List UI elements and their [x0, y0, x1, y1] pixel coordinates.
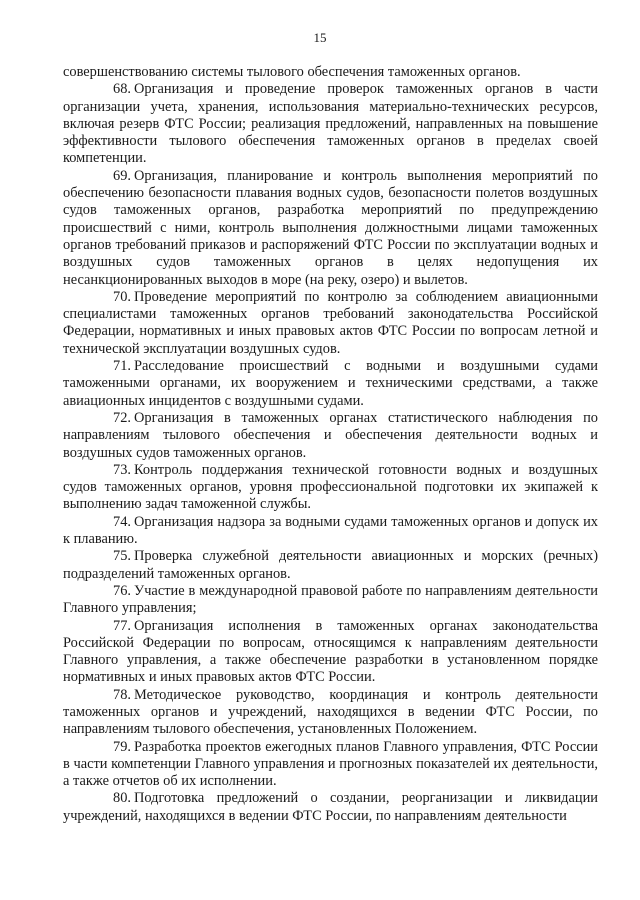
paragraph-number: 74. [113, 513, 131, 530]
paragraph-text: совершенствованию системы тылового обеспечения таможенных органов. [63, 64, 521, 80]
page-number: 15 [313, 30, 327, 45]
paragraph-75 [63, 548, 598, 583]
paragraph-text: Методическое руководство, координация и контроль деятельности таможенных органов и учреждений, находящихся в ведении ФТС России, по направлениям тылового обеспечения, установленных Положением. [63, 686, 598, 738]
paragraph-79 [63, 739, 598, 791]
paragraph-number: 79. [113, 738, 131, 755]
paragraph-text: Организация исполнения в таможенных органах законодательства Российской Федерации по вопросам, относящимся к направлениям деятельности Главного управления, а также обеспечение разработки в установленном порядке нормативных и иных правовых актов ФТС России. [63, 617, 598, 686]
paragraph-74 [63, 514, 598, 549]
paragraph-78 [63, 687, 598, 739]
paragraph-number: 68. [113, 81, 131, 98]
paragraph-73 [63, 462, 598, 514]
paragraph-number: 69. [113, 167, 131, 184]
paragraph-number: 72. [113, 409, 131, 426]
paragraph-number: 76. [113, 582, 131, 599]
paragraph-text: Разработка проектов ежегодных планов Главного управления, ФТС России в части компетенции Главного управления и прогнозных показателей их деятельности, а также отчетов об их исполнении. [63, 738, 598, 790]
paragraph-number: 70. [113, 288, 131, 305]
document-body [63, 64, 598, 825]
paragraph-text: Контроль поддержания технической готовности водных и воздушных судов таможенных органов, уровня профессиональной подготовки их экипажей к выполнению задач таможенной службы. [63, 461, 598, 513]
paragraph-number: 77. [113, 617, 131, 634]
paragraph-68 [63, 81, 598, 167]
paragraph-number: 73. [113, 461, 131, 478]
paragraph-text: Организация надзора за водными судами таможенных органов и допуск их к плаванию. [63, 513, 598, 548]
paragraph-text: Расследование происшествий с водными и воздушными судами таможенными органами, их вооружением и техническими средствами, а также авиационных инцидентов с воздушными судами. [63, 358, 598, 409]
paragraph-text: Организация и проведение проверок таможенных органов в части организации учета, хранения, использования материально-технических ресурсов, включая резерв ФТС России; реализация предложений, направленных на повышение эффективности тылового обеспечения таможенных органов в пределах своей компетенции. [63, 81, 598, 167]
paragraph-number: 71. [113, 358, 131, 375]
paragraph-text: Проверка служебной деятельности авиационных и морских (речных) подразделений таможенных органов. [63, 548, 598, 582]
paragraph-70 [63, 289, 598, 358]
paragraph-71 [63, 358, 598, 410]
paragraph-text: Организация в таможенных органах статистического наблюдения по направлениям тылового обеспечения и обеспечения деятельности водных и воздушных судов таможенных органов. [63, 409, 598, 461]
paragraph-continuation [63, 64, 598, 81]
paragraph-text: Проведение мероприятий по контролю за соблюдением авиационными специалистами таможенных органов требований законодательства Российской Федерации, нормативных и иных правовых актов ФТС России по вопросам летной и технической эксплуатации воздушных судов. [63, 288, 598, 357]
paragraph-80 [63, 790, 598, 825]
paragraph-number: 78. [113, 686, 131, 703]
paragraph-number: 80. [113, 790, 131, 807]
paragraph-69 [63, 168, 598, 289]
paragraph-76 [63, 583, 598, 618]
paragraph-77 [63, 618, 598, 687]
paragraph-72 [63, 410, 598, 462]
paragraph-text: Участие в международной правовой работе по направлениям деятельности Главного управления; [63, 582, 598, 617]
paragraph-number: 75. [113, 548, 131, 565]
paragraph-text: Подготовка предложений о создании, реорганизации и ликвидации учреждений, находящихся в ведении ФТС России, по направлениям деятельности [63, 790, 598, 824]
paragraph-text: Организация, планирование и контроль выполнения мероприятий по обеспечению безопасности плавания водных судов, безопасности полетов воздушных судов таможенных органов, разработка мероприятий по предупреждению происшествий с ними, контроль выполнения должностными лицами таможенных органов требований приказов и распоряжений ФТС России по эксплуатации водных и воздушных судов таможенных органов в целях недопущения их несанкционированных выходов в море (на реку, озеро) и вылетов. [63, 167, 598, 288]
